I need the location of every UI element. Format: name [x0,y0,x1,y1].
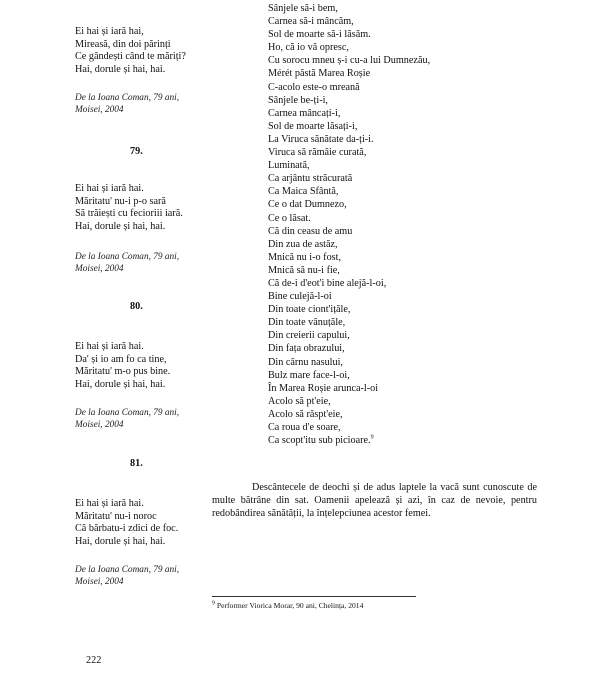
stanza-line: Măritatu' nu-i p-o sară [75,195,166,207]
verse-line: Că din ceasu de amu [268,225,353,237]
verse-line: C-acolo este-o mreană [268,81,360,93]
verse-line: Ce o dat Dumnezo, [268,199,347,211]
verse-line: Mnică să nu-i fie, [268,264,340,276]
footnote-divider [212,596,416,597]
stanza-line: Ce gândești când te măriți? [75,51,186,63]
verse-line: Ca arjântu străcurată [268,173,353,185]
verse-line: Sol de moarte să-i lăsăm. [268,29,371,41]
stanza-line: Să trăiești cu fecioriii iară. [75,208,183,220]
source-line: De la Ioana Coman, 79 ani, [75,565,180,575]
verse-line: Cu sorocu mneu ș-i cu-a lui Dumnezău, [268,55,431,67]
stanza-line: Măritatu' m-o pus bine. [75,366,171,378]
footnote-text: Performer Viorica Morar, 90 ani, Chelința, 2014 [215,601,364,610]
stanza-line: Hai, dorule și hai, hai. [75,535,166,547]
page-number: 222 [86,655,102,666]
source-line: De la Ioana Coman, 79 ani, [75,93,180,103]
stanza-line: Da' și io am fo ca tine, [75,353,167,365]
stanza-line: Ei hai și iară hai, [75,26,144,37]
verse-line: Mnică nu i-o fost, [268,251,341,263]
source-line: Moisei, 2004 [75,105,124,115]
poem-number-80: 80. [130,301,143,312]
stanza-line: Hai, dorule și hai, hai. [75,63,166,75]
verse-line: În Marea Roșie arunca-l-oi [268,382,379,394]
source-line: De la Ioana Coman, 79 ani, [75,252,180,262]
footnote [212,601,363,610]
verse-line: Carnea mâncați-i, [268,107,341,119]
stanza-79 [75,183,183,233]
verse-line: Luminată, [268,160,310,172]
verse-line: Sol de moarte lăsați-i, [268,120,358,132]
source-line: De la Ioana Coman, 79 ani, [75,408,180,418]
stanza-line: Ei hai și iară hai. [75,341,144,352]
verse-line: Ca roua d'e soare, [268,422,341,433]
verse-line: Din toate vânuțăle, [268,317,346,329]
stanza-line: Măritatu' nu-i noroc [75,510,157,522]
verse-line: Acolo să răspt'eie, [268,408,343,420]
verse-line: La Viruca sănătate da-ți-i. [268,133,374,145]
source-line: Moisei, 2004 [75,420,124,430]
verse-line: Din cârnu nasului, [268,356,343,368]
poem-number-79: 79. [130,146,143,157]
verse-line: Ca Maica Sfântă, [268,186,339,198]
source-line: Moisei, 2004 [75,264,124,274]
stanza-81 [75,498,178,548]
stanza-line: Ei hai și iară hai. [75,498,144,509]
stanza-line: Hai, dorule și hai, hai. [75,378,166,390]
verse-line: Ho, că io vă opresc, [268,42,349,54]
source-80 [75,407,179,431]
poem-number-81: 81. [130,458,143,469]
verse-line: Că de-i d'eot'i bine alejă-l-oi, [268,277,387,289]
verse-line: Bulz mare face-l-oi, [268,369,350,381]
incantation-verse [268,2,430,447]
footnote-ref[interactable]: 9 [370,434,374,441]
verse-line: Ce o lăsat. [268,212,311,224]
verse-line: Din toate ciont'ițăle, [268,304,351,316]
stanza-line: Mireasă, din doi părinți [75,38,171,50]
verse-line: Din zua de astăz, [268,238,338,250]
source-79 [75,251,179,275]
stanza-80 [75,341,170,391]
source-line: Moisei, 2004 [75,577,124,587]
verse-line: Sânjele să-i bem, [268,3,338,14]
stanza-line: Hai, dorule și hai, hai. [75,220,166,232]
verse-line: Bine culejă-l-oi [268,291,332,303]
source-1 [75,92,179,116]
verse-line: Carnea să-i mâncăm, [268,16,354,28]
verse-line: Din fața obrazului, [268,343,345,355]
verse-line: Din creierii capului, [268,330,350,342]
footnote-number: 9 [212,600,215,607]
verse-line-text: Ca scopt'itu sub picioare. [268,435,371,447]
prose-paragraph: Descântecele de deochi și de adus laptele la vacă sunt cunoscute de multe bătrâne din sat. Oamenii apelează și azi, în caz de nevoie, pentru redobândirea sănătății, la înțelepciunea acestor femei. [212,482,537,519]
stanza-1 [75,26,186,76]
source-81 [75,564,179,588]
stanza-line: Că bărbatu-i zdici de foc. [75,523,179,535]
verse-line: Viruca să rămâie curată, [268,147,367,159]
verse-line-last [268,434,430,447]
verse-line: Mérét păstă Marea Roșie [268,68,371,80]
stanza-line: Ei hai și iară hai. [75,183,144,194]
verse-line: Sânjele be-ți-i, [268,94,328,106]
verse-line: Acolo să pt'eie, [268,395,331,407]
